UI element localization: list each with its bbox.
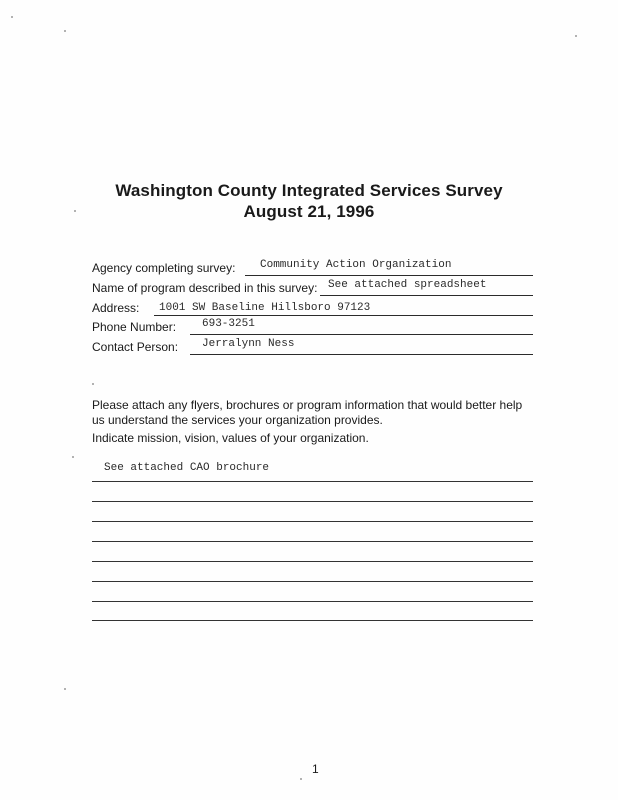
mission-answer: See attached CAO brochure (104, 462, 270, 474)
contact-label: Contact Person: (92, 340, 179, 354)
answer-line (92, 541, 533, 542)
contact-value: Jerralynn Ness (202, 338, 295, 350)
scan-speck (300, 778, 302, 780)
answer-line (92, 620, 533, 621)
contact-underline (190, 354, 533, 355)
program-value: See attached spreadsheet (328, 279, 487, 291)
answer-line (92, 521, 533, 522)
answer-line (92, 501, 533, 502)
answer-line (92, 581, 533, 582)
answer-line (92, 481, 533, 482)
answer-line (92, 601, 533, 602)
phone-value: 693-3251 (202, 318, 255, 330)
scan-speck (74, 210, 76, 212)
page-number: 1 (312, 762, 319, 776)
address-label: Address: (92, 301, 140, 315)
program-label: Name of program described in this survey: (92, 281, 318, 295)
survey-date: August 21, 1996 (243, 202, 375, 221)
scan-speck (92, 383, 94, 385)
scan-speck (64, 30, 66, 32)
phone-underline (190, 334, 533, 335)
agency-label: Agency completing survey: (92, 261, 236, 275)
scan-speck (575, 35, 577, 37)
scan-speck (72, 456, 74, 458)
scan-speck (11, 16, 13, 18)
scan-speck (64, 688, 66, 690)
survey-title: Washington County Integrated Services Survey (115, 181, 503, 200)
attach-instructions: Please attach any flyers, brochures or program information that would better help us understand the services your organization provides. (92, 398, 523, 427)
program-underline (320, 295, 533, 296)
phone-label: Phone Number: (92, 320, 177, 334)
mission-prompt: Indicate mission, vision, values of your organization. (92, 431, 369, 445)
agency-underline (245, 275, 533, 276)
answer-line (92, 561, 533, 562)
address-underline (154, 315, 533, 316)
agency-value: Community Action Organization (260, 259, 452, 271)
address-value: 1001 SW Baseline Hillsboro 97123 (159, 302, 371, 314)
